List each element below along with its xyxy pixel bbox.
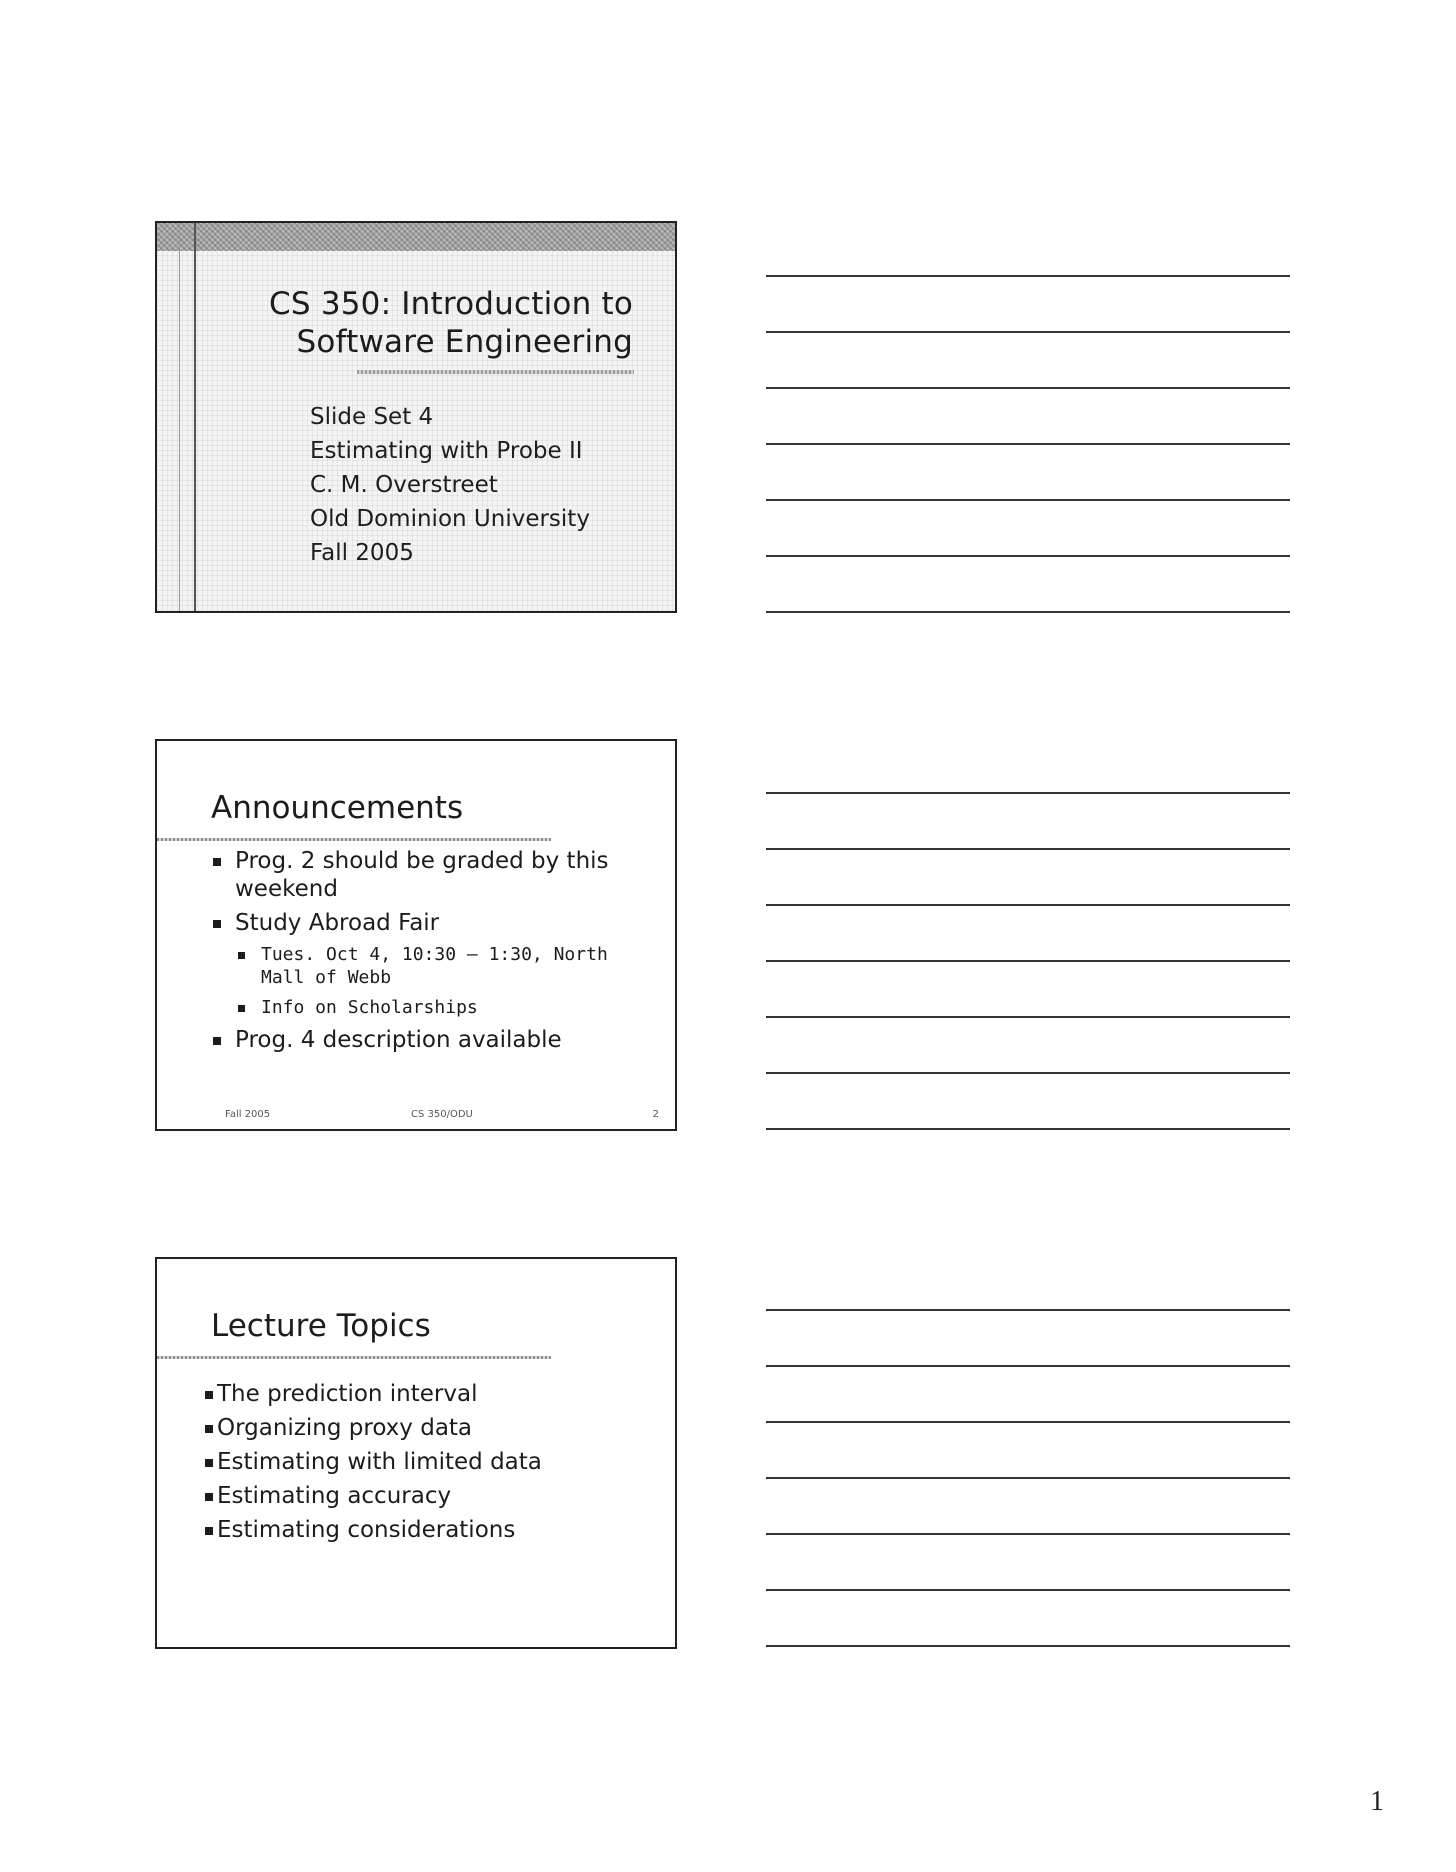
note-line <box>766 1072 1290 1074</box>
square-bullet-icon <box>205 1459 213 1467</box>
slide-title <box>193 285 633 361</box>
note-line <box>766 387 1290 389</box>
bullet-text: Prog. 2 should be graded by this weekend <box>235 848 609 902</box>
subtitle-line: Fall 2005 <box>310 540 414 566</box>
square-bullet-icon <box>205 1527 213 1535</box>
title-underline <box>357 370 634 374</box>
topic-text: Estimating accuracy <box>217 1483 452 1509</box>
note-line <box>766 443 1290 445</box>
square-bullet-icon <box>205 1425 213 1433</box>
square-bullet-icon <box>213 920 221 928</box>
topic-item <box>205 1445 542 1479</box>
note-line <box>766 275 1290 277</box>
note-line <box>766 1589 1290 1591</box>
slide-title: Lecture Topics <box>211 1308 431 1344</box>
topic-item <box>205 1411 542 1445</box>
note-line <box>766 1365 1290 1367</box>
slide-thumbnail-2 <box>155 739 677 1131</box>
sub-bullet-item <box>238 943 653 989</box>
sub-bullet-text: Info on Scholarships <box>261 997 478 1018</box>
note-line <box>766 904 1290 906</box>
slide-decor-line <box>194 223 196 611</box>
topic-item <box>205 1377 542 1411</box>
bullet-text: Prog. 4 description available <box>235 1027 562 1053</box>
topic-text: Estimating with limited data <box>217 1449 542 1475</box>
note-line <box>766 1477 1290 1479</box>
note-line <box>766 1645 1290 1647</box>
slide-title-line: CS 350: Introduction to <box>269 286 633 322</box>
slide-thumbnail-1 <box>155 221 677 613</box>
topic-item <box>205 1479 542 1513</box>
slide-subtitle <box>310 400 590 570</box>
note-line <box>766 1016 1290 1018</box>
bullet-item <box>213 909 653 937</box>
note-line <box>766 1128 1290 1130</box>
slide-title-line: Software Engineering <box>296 324 633 360</box>
note-line <box>766 960 1290 962</box>
note-line <box>766 848 1290 850</box>
topic-text: Estimating considerations <box>217 1517 516 1543</box>
subtitle-line: Slide Set 4 <box>310 404 434 430</box>
subtitle-line: Old Dominion University <box>310 506 590 532</box>
topic-item <box>205 1513 542 1547</box>
bullet-item <box>213 847 653 903</box>
topic-text: The prediction interval <box>217 1381 478 1407</box>
topic-list <box>205 1377 542 1547</box>
sub-bullet-item <box>238 996 653 1019</box>
note-line <box>766 499 1290 501</box>
note-line <box>766 611 1290 613</box>
footer-slide-number: 2 <box>652 1109 659 1120</box>
slide-decor-line <box>179 223 180 611</box>
footer-course: CS 350/ODU <box>411 1109 473 1120</box>
subtitle-line: C. M. Overstreet <box>310 472 498 498</box>
square-bullet-icon <box>238 1005 245 1012</box>
square-bullet-icon <box>238 952 245 959</box>
sub-bullet-text: Tues. Oct 4, 10:30 – 1:30, North Mall of Webb <box>261 944 608 988</box>
square-bullet-icon <box>213 858 221 866</box>
note-line <box>766 331 1290 333</box>
topic-text: Organizing proxy data <box>217 1415 473 1441</box>
slide-thumbnail-3 <box>155 1257 677 1649</box>
slide-footer <box>157 1109 675 1123</box>
bullet-text: Study Abroad Fair <box>235 910 440 936</box>
note-line <box>766 555 1290 557</box>
title-underline <box>157 838 551 841</box>
footer-date: Fall 2005 <box>225 1109 271 1120</box>
page-number: 1 <box>1370 1786 1384 1817</box>
bullet-item <box>213 1026 653 1054</box>
slide-title: Announcements <box>211 790 464 826</box>
square-bullet-icon <box>213 1037 221 1045</box>
slide-header-band <box>157 223 675 251</box>
note-line <box>766 1421 1290 1423</box>
title-underline <box>157 1356 551 1359</box>
note-line <box>766 1309 1290 1311</box>
square-bullet-icon <box>205 1391 213 1399</box>
bullet-list <box>213 847 653 1060</box>
subtitle-line: Estimating with Probe II <box>310 438 583 464</box>
square-bullet-icon <box>205 1493 213 1501</box>
note-line <box>766 792 1290 794</box>
note-line <box>766 1533 1290 1535</box>
